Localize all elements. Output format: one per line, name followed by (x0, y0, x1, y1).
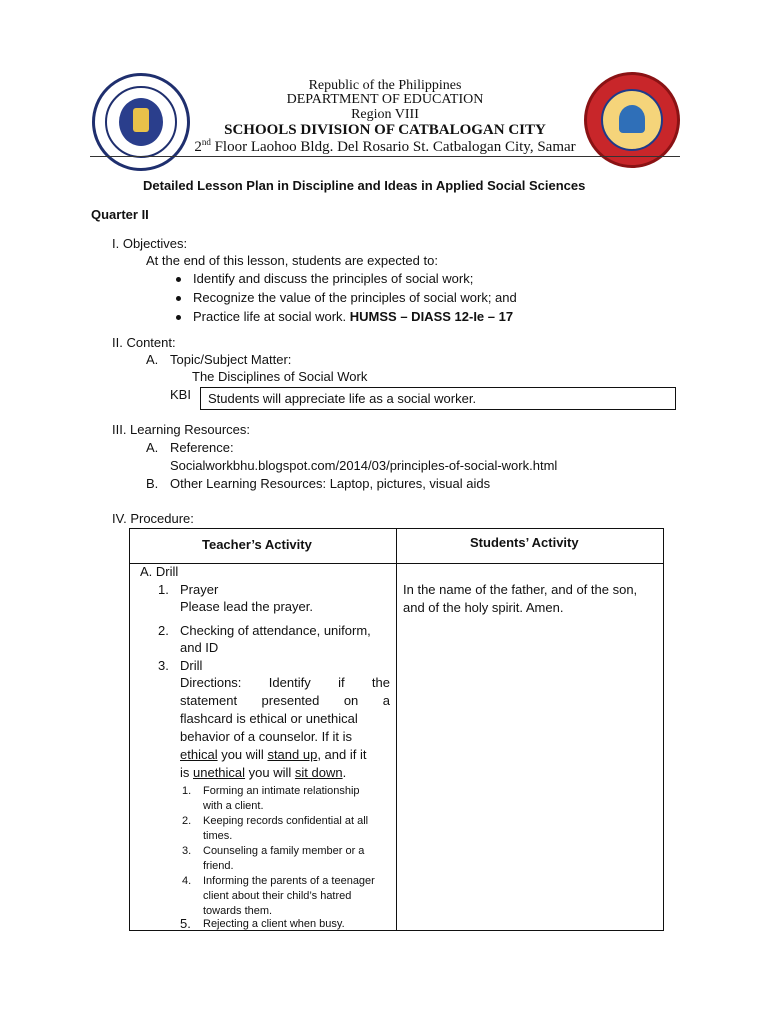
directions-word: if (338, 675, 345, 690)
column-header-students: Students’ Activity (470, 535, 579, 550)
header-department: DEPARTMENT OF EDUCATION (286, 92, 484, 107)
flashcard-item-line: with a client. (203, 800, 264, 812)
list-number: 2. (158, 623, 169, 638)
resources-heading: III. Learning Resources: (112, 422, 251, 437)
objectives-heading: I. Objectives: (112, 236, 188, 251)
resources-a-label: A. (146, 440, 159, 455)
flashcard-item-line: Keeping records confidential at all (203, 815, 369, 827)
flashcard-item-line: client about their child’s hatred (203, 890, 352, 902)
header-division: SCHOOLS DIVISION OF CATBALOGAN CITY (224, 122, 546, 138)
sit-down-word: sit down (294, 765, 343, 780)
prayer-label: Prayer (180, 582, 219, 597)
attendance-text: Checking of attendance, uniform, (180, 623, 371, 638)
directions-word: statement (180, 693, 238, 708)
bullet-icon (176, 277, 181, 282)
attendance-text: and ID (180, 640, 219, 655)
flashcard-item-line: Forming an intimate relationship (203, 785, 360, 797)
resources-b-label: B. (146, 476, 159, 491)
address-rest: Floor Laohoo Bldg. Del Rosario St. Catbalogan City, Samar (210, 139, 576, 155)
unethical-word: unethical (193, 765, 246, 780)
ethical-word: ethical (180, 747, 218, 762)
header-divider (90, 156, 680, 157)
content-a-label: A. (146, 352, 159, 367)
flashcard-item-line: Counseling a family member or a (203, 845, 365, 857)
column-header-teacher: Teacher’s Activity (202, 537, 312, 552)
student-response: and of the holy spirit. Amen. (403, 600, 564, 615)
flashcard-item-line: times. (203, 830, 233, 842)
directions-line (180, 693, 390, 708)
bullet-icon (176, 296, 181, 301)
address-floor-suffix: nd (201, 137, 211, 147)
directions-word: . (342, 765, 347, 780)
table-column-divider (396, 529, 397, 930)
directions-word: on (343, 693, 359, 708)
item-number: 2. (182, 815, 192, 827)
directions-word: presented (261, 693, 320, 708)
header-address (150, 137, 620, 156)
kbi-text: Students will appreciate life as a social worker. (208, 391, 477, 406)
directions-word: , and if it (317, 747, 367, 762)
objective-item: Recognize the value of the principles of social work; and (193, 290, 517, 305)
objective-item-text: Practice life at social work. (193, 309, 350, 324)
address-floor-number: 2 (194, 139, 202, 155)
directions-word: Identify (268, 675, 311, 690)
resources-b-text: Other Learning Resources: Laptop, pictures, visual aids (170, 476, 491, 491)
directions-word: you will (245, 765, 295, 780)
header-region: Region VIII (351, 107, 419, 122)
page-title: Detailed Lesson Plan in Discipline and Ideas in Applied Social Sciences (143, 178, 586, 193)
competency-code: HUMSS – DIASS 12-Ie – 17 (349, 309, 514, 324)
header-republic: Republic of the Philippines (308, 78, 462, 93)
item-number: 3. (182, 845, 192, 857)
reference-url: Socialworkbhu.blogspot.com/2014/03/principles-of-social-work.html (170, 458, 558, 473)
item-number: 4. (182, 875, 192, 887)
directions-line (180, 765, 346, 780)
directions-word: is (180, 765, 193, 780)
table-header-divider (130, 563, 663, 564)
stand-up-word: stand up (267, 747, 318, 762)
directions-line: behavior of a counselor. If it is (180, 729, 352, 744)
kbi-box (200, 387, 676, 410)
flashcard-item-line: Informing the parents of a teenager (203, 875, 375, 887)
list-number: 1. (158, 582, 169, 597)
objective-item: Identify and discuss the principles of social work; (193, 271, 474, 286)
directions-word: you will (217, 747, 268, 762)
flashcard-item-line: Rejecting a client when busy. (203, 918, 345, 930)
directions-word: the (371, 675, 390, 690)
content-a-text: Topic/Subject Matter: (170, 352, 292, 367)
directions-word: Directions: (180, 675, 242, 690)
resources-a-text: Reference: (170, 440, 234, 455)
item-number: 5. (180, 916, 191, 931)
item-number: 1. (182, 785, 192, 797)
list-number: 3. (158, 658, 169, 673)
flashcard-item-line: friend. (203, 860, 234, 872)
directions-line (180, 747, 366, 762)
content-heading: II. Content: (112, 335, 176, 350)
objectives-intro: At the end of this lesson, students are expected to: (146, 253, 438, 268)
drill-label: Drill (180, 658, 203, 673)
directions-word: a (382, 693, 390, 708)
directions-line (180, 675, 390, 690)
bullet-icon (176, 315, 181, 320)
student-response: In the name of the father, and of the son, (403, 582, 638, 597)
drill-section-label: A. Drill (140, 564, 179, 579)
flashcard-item-line: towards them. (203, 905, 273, 917)
objective-item (193, 309, 513, 324)
procedure-table (129, 528, 664, 931)
directions-line: flashcard is ethical or unethical (180, 711, 358, 726)
topic-text: The Disciplines of Social Work (192, 369, 368, 384)
kbi-label: KBI (170, 387, 191, 402)
prayer-instruction: Please lead the prayer. (180, 599, 313, 614)
quarter-label: Quarter II (91, 207, 149, 222)
procedure-heading: IV. Procedure: (112, 511, 194, 526)
